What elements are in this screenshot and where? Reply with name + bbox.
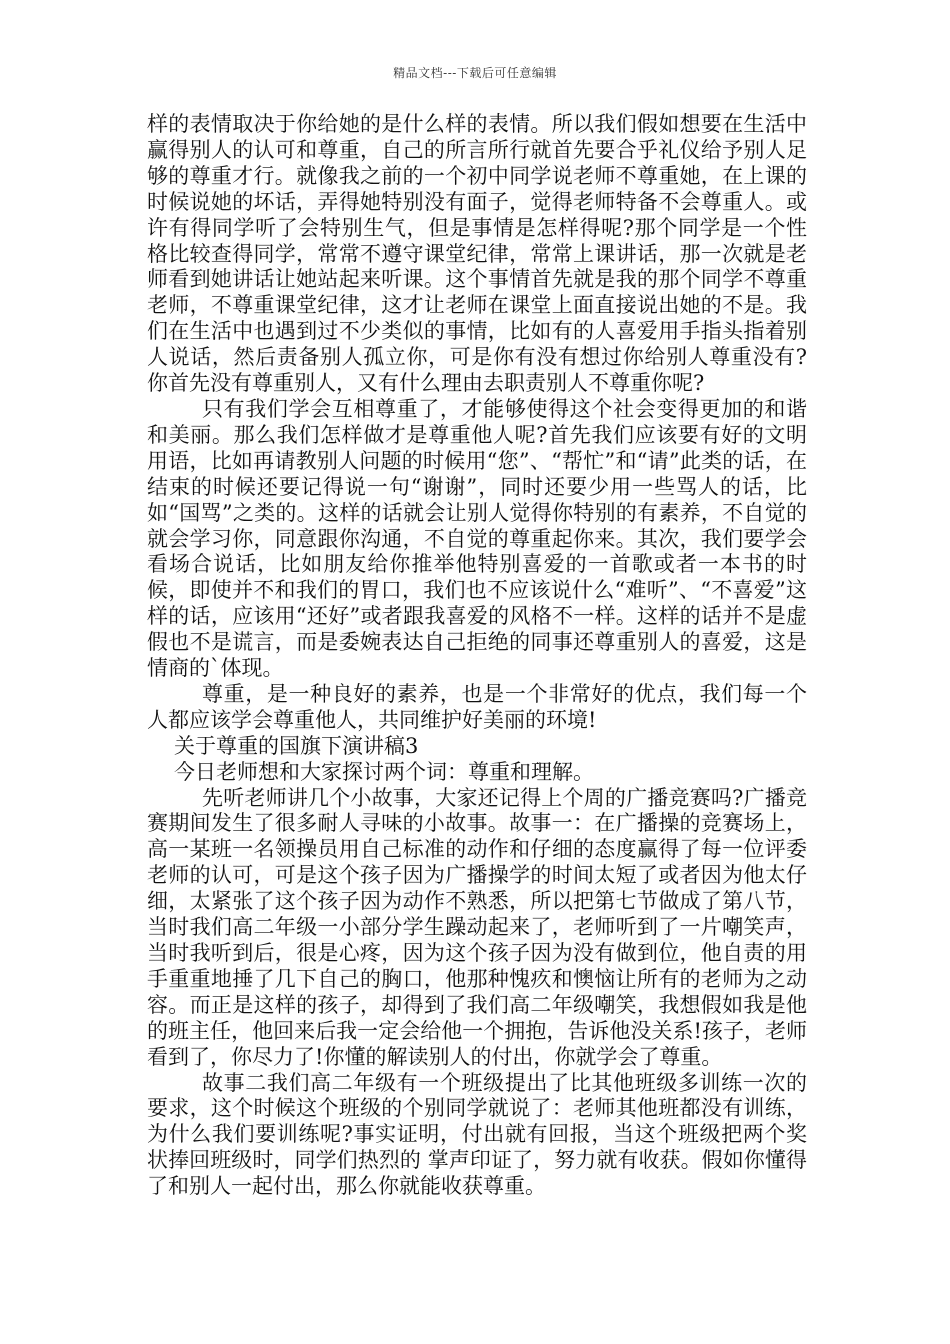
paragraph: 今日老师想和大家探讨两个词：尊重和理解。 <box>174 759 594 784</box>
paragraph: 只有我们学会互相尊重了，才能够使得这个社会变得更加的和谐和美丽。那么我们怎样做才是尊重他人呢?首先我们应该要有好的文明用语，比如再请教别人问题的时候用“您”、“帮忙”和“请”此类的话，在结束的时候还要记得说一句“谢谢”，同时还要少用一些骂人的话，比如“国骂”之类的。这样的话就会让别人觉得你特别的有素养，不自觉的就会学习你，同意跟你沟通，不自觉的尊重起你来。其次，我们要学会看场合说话，比如朋友给你推举他特别喜爱的一首歌或者一本书的时候，即使并不和我们的胃口，我们也不应该说什么“难听”、“不喜爱”这样的话，应该用“还好”或者跟我喜爱的风格不一样。这样的话并不是虚假也不是谎言，而是委婉表达自己拒绝的同事还尊重别人的喜爱，这是情商的`体现。 <box>147 396 807 681</box>
paragraph: 故事二我们高二年级有一个班级提出了比其他班级多训练一次的要求，这个时候这个班级的个别同学就说了：老师其他班都没有训练，为什么我们要训练呢?事实证明，付出就有回报，当这个班级把两个奖状捧回班级时，同学们热烈的 掌声印证了，努力就有收获。假如你懂得了和别人一起付出，那么你就能收获尊重。 <box>147 1070 807 1199</box>
paragraph: 先听老师讲几个小故事，大家还记得上个周的广播竞赛吗?广播竞赛期间发生了很多耐人寻味的小故事。故事一：在广播操的竞赛场上，高一某班一名领操员用自己标准的动作和仔细的态度赢得了每一位评委老师的认可，可是这个孩子因为广播操学的时间太短了或者因为他太仔细，太紧张了这个孩子因为动作不熟悉，所以把第七节做成了第八节，当时我们高二年级一小部分学生躁动起来了，老师听到了一片嘲笑声，当时我听到后，很是心疼，因为这个孩子因为没有做到位，他自责的用手重重地捶了几下自己的胸口，他那种愧疚和懊恼让所有的老师为之动容。而正是这样的孩子，却得到了我们高二年级嘲笑，我想假如我是他的班主任，他回来后我一定会给他一个拥抱，告诉他没关系!孩子，老师看到了，你尽力了!你懂的解读别人的付出，你就学会了尊重。 <box>147 785 807 1069</box>
page-header: 精品文档---下载后可任意编辑 <box>393 66 557 80</box>
paragraph: 样的表情取决于你给她的是什么样的表情。所以我们假如想要在生活中赢得别人的认可和尊重，自己的所言所行就首先要合乎礼仪给予别人足够的尊重才行。就像我之前的一个初中同学说老师不尊重她，在上课的时候说她的坏话，弄得她特别没有面子，觉得老师特备不会尊重人。或许有得同学听了会特别生气，但是事情是怎样得呢?那个同学是一个性格比较查得同学，常常不遵守课堂纪律，常常上课讲话，那一次就是老师看到她讲话让她站起来听课。这个事情首先就是我的那个同学不尊重老师，不尊重课堂纪律，这才让老师在课堂上面直接说出她的不是。我们在生活中也遇到过不少类似的事情，比如有的人喜爱用手指头指着别人说话，然后责备别人孤立你，可是你有没有想过你给别人尊重没有?你首先没有尊重别人，又有什么理由去职责别人不尊重你呢? <box>147 112 807 396</box>
paragraph: 尊重，是一种良好的素养，也是一个非常好的优点，我们每一个人都应该学会尊重他人，共同维护好美丽的环境! <box>147 681 807 732</box>
document-body <box>147 112 807 1200</box>
section-heading: 关于尊重的国旗下演讲稿3 <box>174 733 419 758</box>
